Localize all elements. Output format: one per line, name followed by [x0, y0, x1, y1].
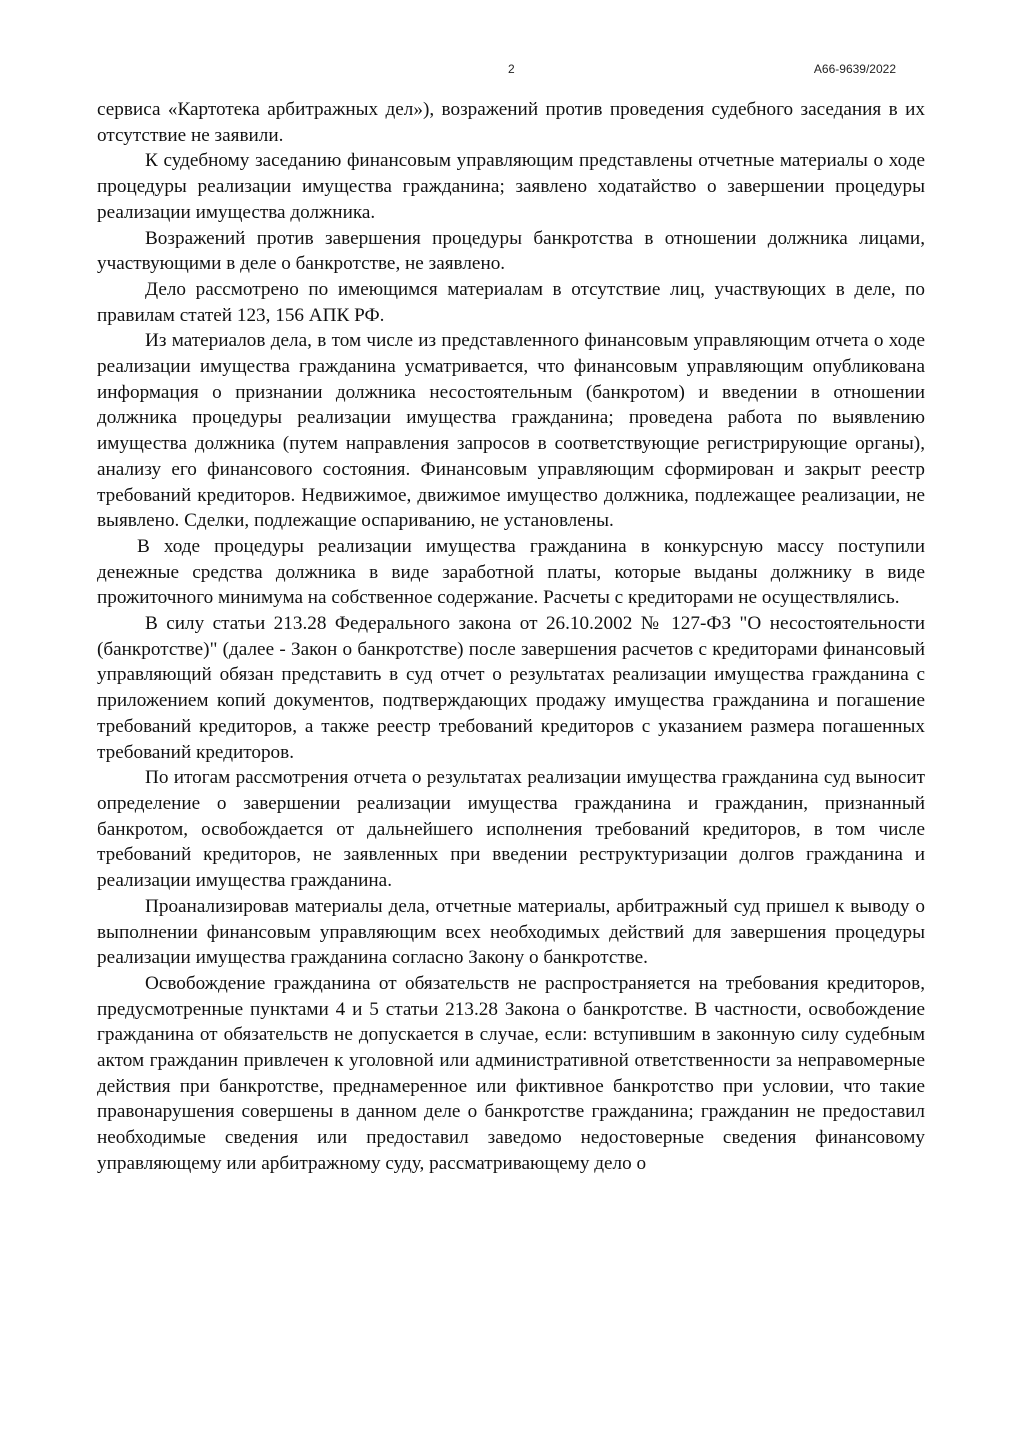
paragraph-article-213-28: В силу статьи 213.28 Федерального закона от 26.10.2002 № 127-ФЗ "О несостоятельности (банкротстве)" (далее - Закон о банкротстве) после завершения расчетов с кредиторами финансовый управляющий обязан представить в суд отчет о результатах реализации имущества гражданина с приложением копий документов, подтверждающих продажу имущества гражданина и погашение требований кредиторов, а также реестр требований кредиторов с указанием размера погашенных требований кредиторов. — [97, 613, 925, 763]
document-body — [97, 97, 925, 1177]
paragraph-case-considered: Дело рассмотрено по имеющимся материалам в отсутствие лиц, участвующих в деле, по правилам статей 123, 156 АПК РФ. — [97, 278, 925, 326]
paragraph-reports-submitted: К судебному заседанию финансовым управляющим представлены отчетные материалы о ходе процедуры реализации имущества гражданина; заявлено ходатайство о завершении процедуры реализации имущества должника. — [97, 150, 925, 223]
paragraph-no-objections: Возражений против завершения процедуры банкротства в отношении должника лицами, участвующими в деле о банкротстве, не заявлено. — [97, 227, 925, 275]
paragraph-release-from-obligations: Освобождение гражданина от обязательств не распространяется на требования кредиторов, предусмотренные пунктами 4 и 5 статьи 213.28 Закона о банкротстве. В частности, освобождение гражданина от обязательств не допускается в случае, если: вступившим в законную силу судебным актом гражданин привлечен к уголовной или административной ответственности за неправомерные действия при банкротстве, преднамеренное или фиктивное банкротство при условии, что такие правонарушения совершены в данном деле о банкротстве гражданина; гражданин не предоставил необходимые сведения или предоставил заведомо недостоверные сведения финансовому управляющему или арбитражному суду, рассматривающему дело о — [97, 972, 925, 1174]
case-number: А66-9639/2022 — [813, 62, 896, 76]
paragraph-continuation: сервиса «Картотека арбитражных дел»), возражений против проведения судебного заседания в их отсутствие не заявили. — [97, 99, 925, 146]
paragraph-review-results: По итогам рассмотрения отчета о результатах реализации имущества гражданина суд выносит определение о завершении реализации имущества гражданина и гражданин, признанный банкротом, освобождается от дальнейшего исполнения требований кредиторов, в том числе требований кредиторов, не заявленных при введении реструктуризации долгов гражданина и реализации имущества гражданина. — [97, 767, 925, 892]
page-number: 2 — [508, 62, 515, 76]
paragraph-court-conclusion: Проанализировав материалы дела, отчетные материалы, арбитражный суд пришел к выводу о выполнении финансовым управляющим всех необходимых действий для завершения процедуры реализации имущества гражданина согласно Закону о банкротстве. — [97, 895, 925, 969]
page-header — [0, 62, 1024, 80]
paragraph-case-materials: Из материалов дела, в том числе из представленного финансовым управляющим отчета о ходе реализации имущества гражданина усматривается, что финансовым управляющим опубликована информация о признании должника несостоятельным (банкротом) и введении в отношении должника процедуры реализации имущества гражданина; проведена работа по выявлению имущества должника (путем направления запросов в соответствующие регистрирующие органы), анализу его финансового состояния. Финансовым управляющим сформирован и закрыт реестр требований кредиторов. Недвижимое, движимое имущество должника, подлежащее реализации, не выявлено. Сделки, подлежащие оспариванию, не установлены. — [97, 330, 925, 532]
paragraph-bankruptcy-estate: В ходе процедуры реализации имущества гражданина в конкурсную массу поступили денежные средства должника в виде заработной платы, которые выданы должнику в виде прожиточного минимума на собственное содержание. Расчеты с кредиторами не осуществлялись. — [97, 535, 925, 609]
